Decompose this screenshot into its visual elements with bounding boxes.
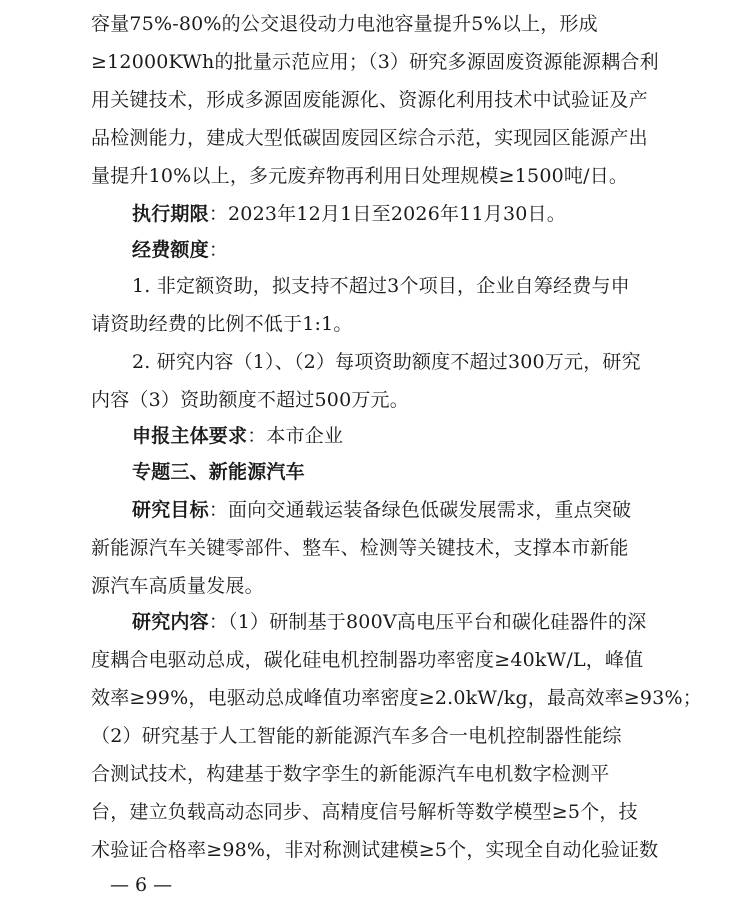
research-content-line: 度耦合电驱动总成，碳化硅电机控制器功率密度≥40kW/L，峰值 bbox=[91, 649, 644, 671]
funding-item-1-line-1: 1. 非定额资助，拟支持不超过3个项目，企业自筹经费与申 bbox=[132, 275, 630, 297]
research-content-label: 研究内容 bbox=[132, 611, 209, 633]
research-goal-line: 源汽车高质量发展。 bbox=[91, 575, 264, 597]
execution-period-label: 执行期限 bbox=[132, 203, 209, 225]
research-goal-label: 研究目标 bbox=[132, 499, 209, 521]
research-content-line: 效率≥99%，电驱动总成峰值功率密度≥2.0kW/kg，最高效率≥93%； bbox=[91, 687, 702, 709]
research-content-text: ：（1）研制基于800V高电压平台和碳化硅器件的深 bbox=[208, 611, 647, 633]
paragraph-line: 容量75%-80%的公交退役动力电池容量提升5%以上，形成 bbox=[91, 13, 598, 35]
research-content-line: 术验证合格率≥98%，非对称测试建模≥5个，实现全自动化验证数 bbox=[91, 839, 659, 861]
topic-3-heading: 专题三、新能源汽车 bbox=[132, 461, 305, 483]
paragraph-line: 用关键技术，形成多源固废能源化、资源化利用技术中试验证及产 bbox=[91, 89, 648, 111]
research-goal bbox=[132, 498, 631, 522]
page-number: — 6 — bbox=[110, 874, 173, 896]
applicant-value: ：本市企业 bbox=[247, 425, 344, 447]
research-content-line: 合测试技术，构建基于数字孪生的新能源汽车电机数字检测平 bbox=[91, 763, 610, 785]
funding-item-2-line-2: 内容（3）资助额度不超过500万元。 bbox=[91, 389, 409, 411]
execution-period bbox=[132, 202, 566, 226]
research-content bbox=[132, 610, 646, 634]
funding-item-1-line-2: 请资助经费的比例不低于1:1。 bbox=[91, 313, 353, 335]
applicant-label: 申报主体要求 bbox=[132, 425, 248, 447]
funding-colon: ： bbox=[208, 239, 229, 261]
funding-item-2-line-1: 2. 研究内容（1）、（2）每项资助额度不超过300万元，研究 bbox=[132, 351, 641, 373]
paragraph-line: 品检测能力，建成大型低碳固废园区综合示范，实现园区能源产出 bbox=[91, 127, 648, 149]
research-goal-text: ：面向交通载运装备绿色低碳发展需求，重点突破 bbox=[208, 499, 632, 521]
paragraph-line: ≥12000KWh的批量示范应用；（3）研究多源固废资源能源耦合利 bbox=[91, 51, 659, 73]
execution-period-value: ：2023年12月1日至2026年11月30日。 bbox=[208, 203, 566, 225]
funding-heading bbox=[132, 238, 228, 262]
research-content-line: 台，建立负载高动态同步、高精度信号解析等数学模型≥5个，技 bbox=[91, 801, 638, 823]
paragraph-line: 量提升10%以上，多元废弃物再利用日处理规模≥1500吨/日。 bbox=[91, 165, 629, 187]
research-content-line: （2）研究基于人工智能的新能源汽车多合一电机控制器性能综 bbox=[91, 725, 622, 747]
research-goal-line: 新能源汽车关键零部件、整车、检测等关键技术，支撑本市新能 bbox=[91, 537, 629, 559]
applicant-requirement bbox=[132, 424, 343, 448]
funding-label: 经费额度 bbox=[132, 239, 209, 261]
